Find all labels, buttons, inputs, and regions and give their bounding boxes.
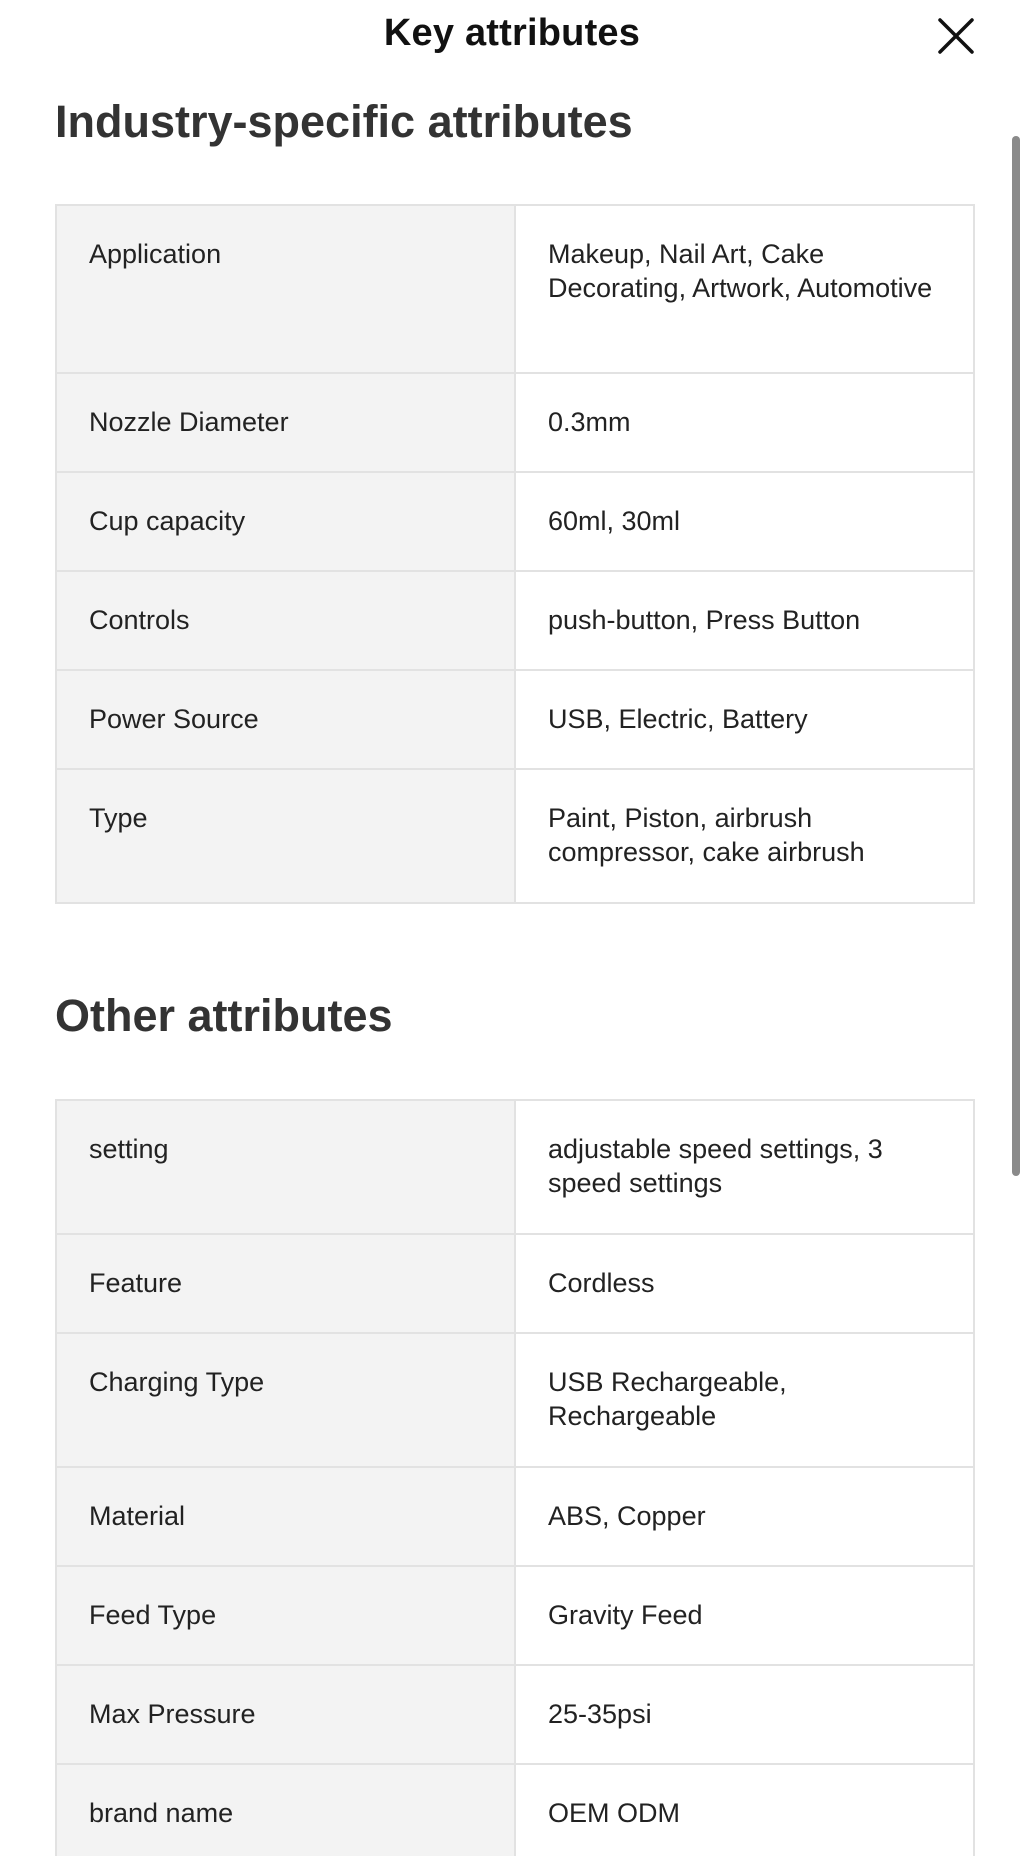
attribute-value: push-button, Press Button xyxy=(548,605,861,635)
attribute-value-cell xyxy=(515,205,974,373)
table-row xyxy=(56,1100,974,1234)
attribute-value: USB Rechargeable, Rechargeable xyxy=(548,1367,787,1431)
attribute-label-cell xyxy=(56,1467,515,1566)
attribute-label: Power Source xyxy=(89,704,259,734)
attribute-label: Cup capacity xyxy=(89,506,246,536)
attribute-label-cell xyxy=(56,1333,515,1467)
other-attributes-table xyxy=(55,1099,975,1856)
table-row xyxy=(56,1234,974,1333)
attribute-value: 60ml, 30ml xyxy=(548,506,681,536)
modal-title: Key attributes xyxy=(383,12,641,54)
attribute-label: Controls xyxy=(89,605,190,635)
attribute-label-cell xyxy=(56,1234,515,1333)
attribute-value-cell xyxy=(515,1467,974,1566)
attribute-label: Feed Type xyxy=(89,1600,217,1630)
section-title-industry: Industry-specific attributes xyxy=(55,96,633,147)
attribute-value: 25-35psi xyxy=(548,1699,652,1729)
industry-attributes-table xyxy=(55,204,975,904)
table-row xyxy=(56,472,974,571)
attribute-label-cell xyxy=(56,1764,515,1856)
table-row xyxy=(56,769,974,903)
attribute-label-cell xyxy=(56,472,515,571)
attribute-value: adjustable speed settings, 3 speed settings xyxy=(548,1134,883,1198)
table-row xyxy=(56,205,974,373)
attribute-label-cell xyxy=(56,1100,515,1234)
modal-header xyxy=(0,0,1024,72)
attribute-value: Gravity Feed xyxy=(548,1600,703,1630)
attribute-label: brand name xyxy=(89,1798,234,1828)
attribute-value-cell xyxy=(515,1665,974,1764)
attribute-label-cell xyxy=(56,1566,515,1665)
table-row xyxy=(56,1665,974,1764)
attribute-label-cell xyxy=(56,373,515,472)
attribute-label-cell xyxy=(56,205,515,373)
attribute-value-cell xyxy=(515,1566,974,1665)
attribute-label: Charging Type xyxy=(89,1367,265,1397)
table-row xyxy=(56,373,974,472)
attribute-value: ABS, Copper xyxy=(548,1501,706,1531)
attribute-label: Max Pressure xyxy=(89,1699,256,1729)
table-row xyxy=(56,1467,974,1566)
section-title-other: Other attributes xyxy=(55,990,393,1041)
attribute-value: USB, Electric, Battery xyxy=(548,704,808,734)
attribute-label: Material xyxy=(89,1501,186,1531)
attribute-label-cell xyxy=(56,769,515,903)
attribute-label: Nozzle Diameter xyxy=(89,407,289,437)
attribute-value-cell xyxy=(515,769,974,903)
table-row xyxy=(56,670,974,769)
table-row xyxy=(56,1764,974,1856)
attribute-value-cell xyxy=(515,1333,974,1467)
attribute-value: Paint, Piston, airbrush compressor, cake airbrush xyxy=(548,803,865,867)
attribute-label-cell xyxy=(56,571,515,670)
attribute-label: Feature xyxy=(89,1268,183,1298)
attribute-label: Type xyxy=(89,803,148,833)
attribute-value-cell xyxy=(515,472,974,571)
attribute-label: setting xyxy=(89,1134,169,1164)
table-row xyxy=(56,1566,974,1665)
attribute-value-cell xyxy=(515,670,974,769)
scrollbar-thumb[interactable] xyxy=(1012,136,1020,1176)
close-button[interactable] xyxy=(934,14,978,58)
attribute-value-cell xyxy=(515,571,974,670)
attribute-label: Application xyxy=(89,239,222,269)
attribute-value-cell xyxy=(515,1234,974,1333)
attribute-value: Cordless xyxy=(548,1268,655,1298)
attribute-value: OEM ODM xyxy=(548,1798,680,1828)
attribute-value-cell xyxy=(515,373,974,472)
table-row xyxy=(56,1333,974,1467)
attribute-value: Makeup, Nail Art, Cake Decorating, Artwork, Automotive xyxy=(548,239,933,303)
attribute-value: 0.3mm xyxy=(548,407,631,437)
close-icon xyxy=(934,14,978,58)
attribute-value-cell xyxy=(515,1100,974,1234)
table-row xyxy=(56,571,974,670)
attribute-label-cell xyxy=(56,1665,515,1764)
attribute-label-cell xyxy=(56,670,515,769)
attribute-value-cell xyxy=(515,1764,974,1856)
